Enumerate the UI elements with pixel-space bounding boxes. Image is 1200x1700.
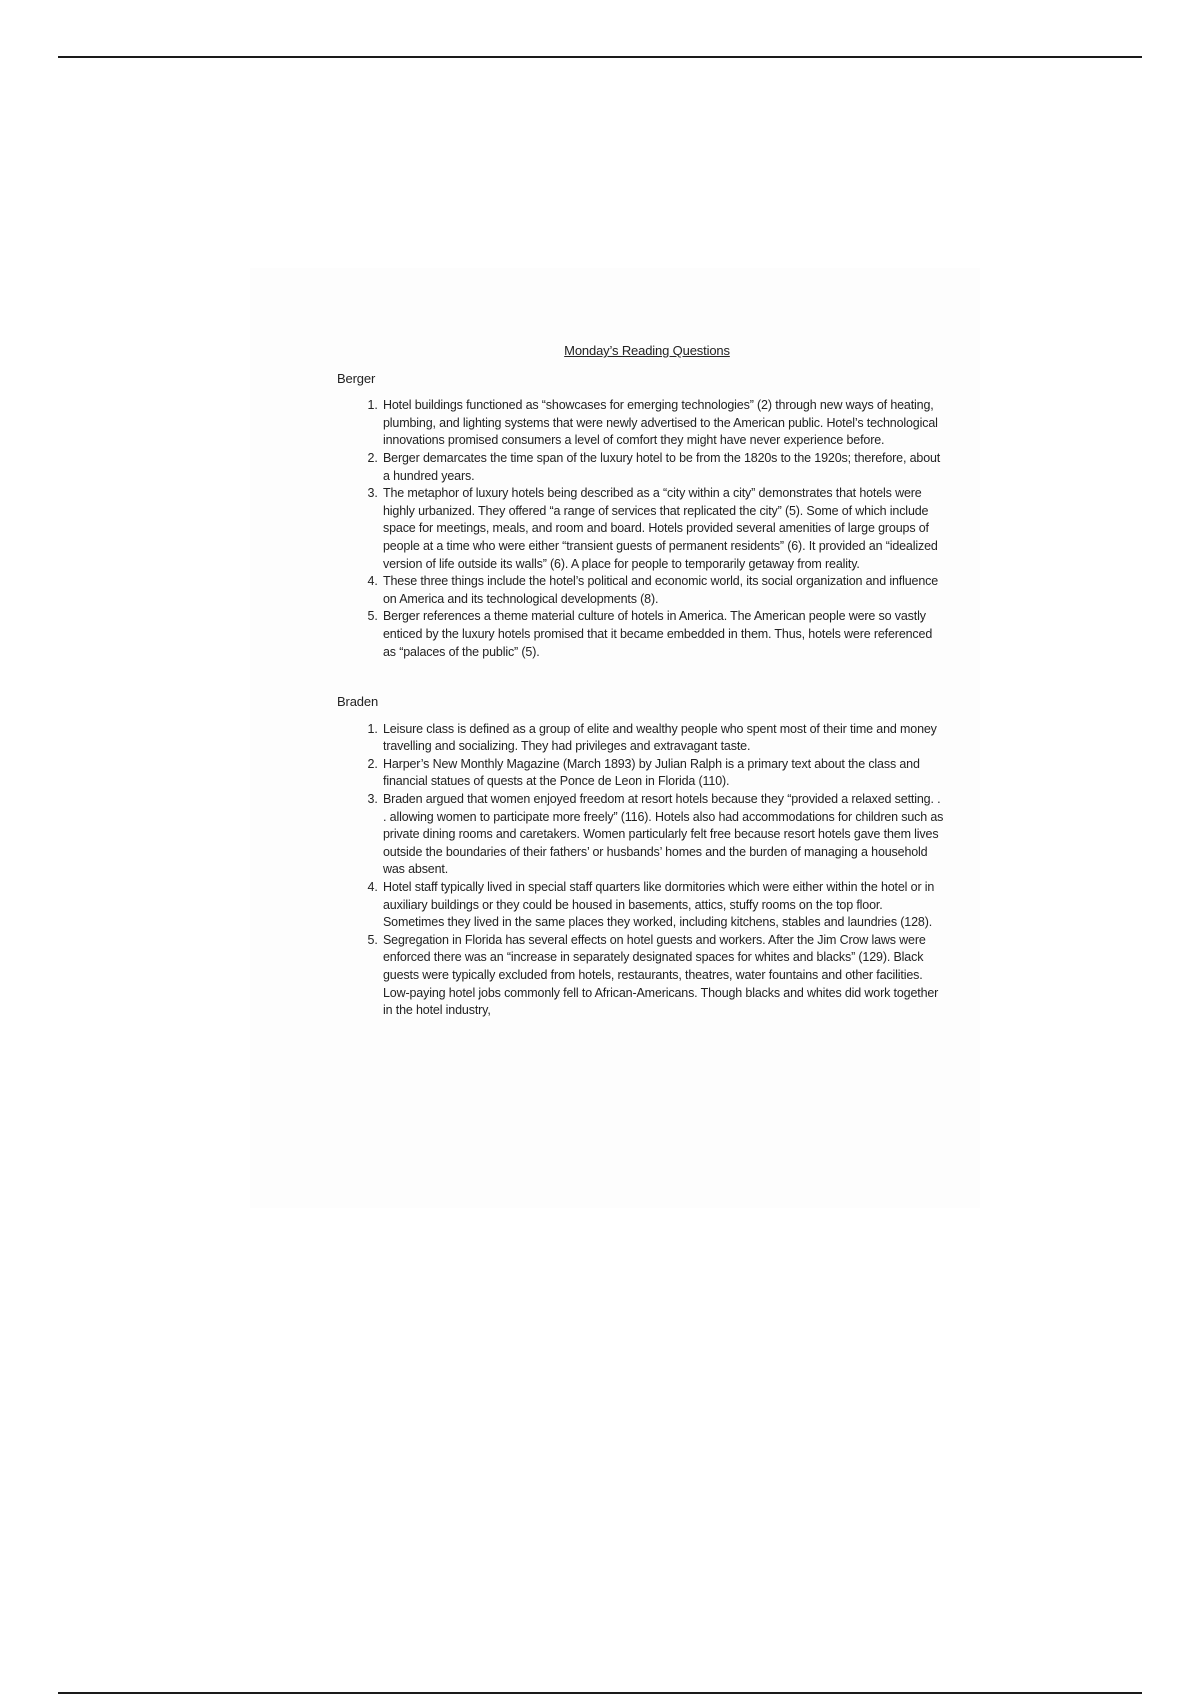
list-item: 1. Leisure class is defined as a group of elite and wealthy people who spent most of their time and money travelling and socializing. They had privileges and extravagant taste.	[381, 721, 947, 756]
list-item: 4. These three things include the hotel’s political and economic world, its social organization and influence on America and its technological developments (8).	[381, 573, 947, 608]
list-item: 2. Berger demarcates the time span of the luxury hotel to be from the 1820s to the 1920s; therefore, about a hundred years.	[381, 450, 947, 485]
top-divider	[58, 56, 1142, 58]
list-item: 5. Berger references a theme material culture of hotels in America. The American people were so vastly enticed by the luxury hotels promised that it became embedded in them. Thus, hotels were referenced as “palaces of the public” (5).	[381, 608, 947, 661]
list-item: 3. Braden argued that women enjoyed freedom at resort hotels because they “provided a relaxed setting. . . allowing women to participate more freely” (116). Hotels also had accommodations for children such as private dining rooms and caretakers. Women particularly felt free because resort hotels gave them lives outside the boundaries of their fathers’ or husbands’ homes and the burden of managing a household was absent.	[381, 791, 947, 879]
bottom-divider	[58, 1692, 1142, 1694]
document-body	[337, 342, 947, 1020]
list-item: 5. Segregation in Florida has several effects on hotel guests and workers. After the Jim Crow laws were enforced there was an “increase in separately designated spaces for whites and blacks” (129). Black guests were typically excluded from hotels, restaurants, theatres, water fountains and other facilities. Low-paying hotel jobs commonly fell to African-Americans. Though blacks and whites did work together in the hotel industry,	[381, 932, 947, 1020]
answer-list-berger	[337, 397, 947, 661]
list-item: 3. The metaphor of luxury hotels being described as a “city within a city” demonstrates that hotels were highly urbanized. They offered “a range of services that replicated the city” (5). Some of which include space for meetings, meals, and room and board. Hotels provided several amenities of large groups of people at a time who were either “transient guests of permanent residents” (6). It provided an “idealized version of life outside its walls” (6). A place for people to temporarily getaway from reality.	[381, 485, 947, 573]
section-spacer	[337, 661, 947, 693]
section-heading-berger: Berger	[337, 370, 376, 386]
list-item: 1. Hotel buildings functioned as “showcases for emerging technologies” (2) through new ways of heating, plumbing, and lighting systems that were newly advertised to the American public. Hotel’s technological innovations promised consumers a level of comfort they might have never experience before.	[381, 397, 947, 450]
list-item: 2. Harper’s New Monthly Magazine (March 1893) by Julian Ralph is a primary text about the class and financial statues of quests at the Ponce de Leon in Florida (110).	[381, 756, 947, 791]
section-heading-braden: Braden	[337, 694, 379, 710]
list-item: 4. Hotel staff typically lived in special staff quarters like dormitories which were either within the hotel or in auxiliary buildings or they could be housed in basements, attics, stuffy rooms on the top floor. Sometimes they lived in the same places they worked, including kitchens, stables and laundries (128).	[381, 879, 947, 932]
document-title: Monday’s Reading Questions	[564, 343, 730, 358]
answer-list-braden	[337, 721, 947, 1020]
